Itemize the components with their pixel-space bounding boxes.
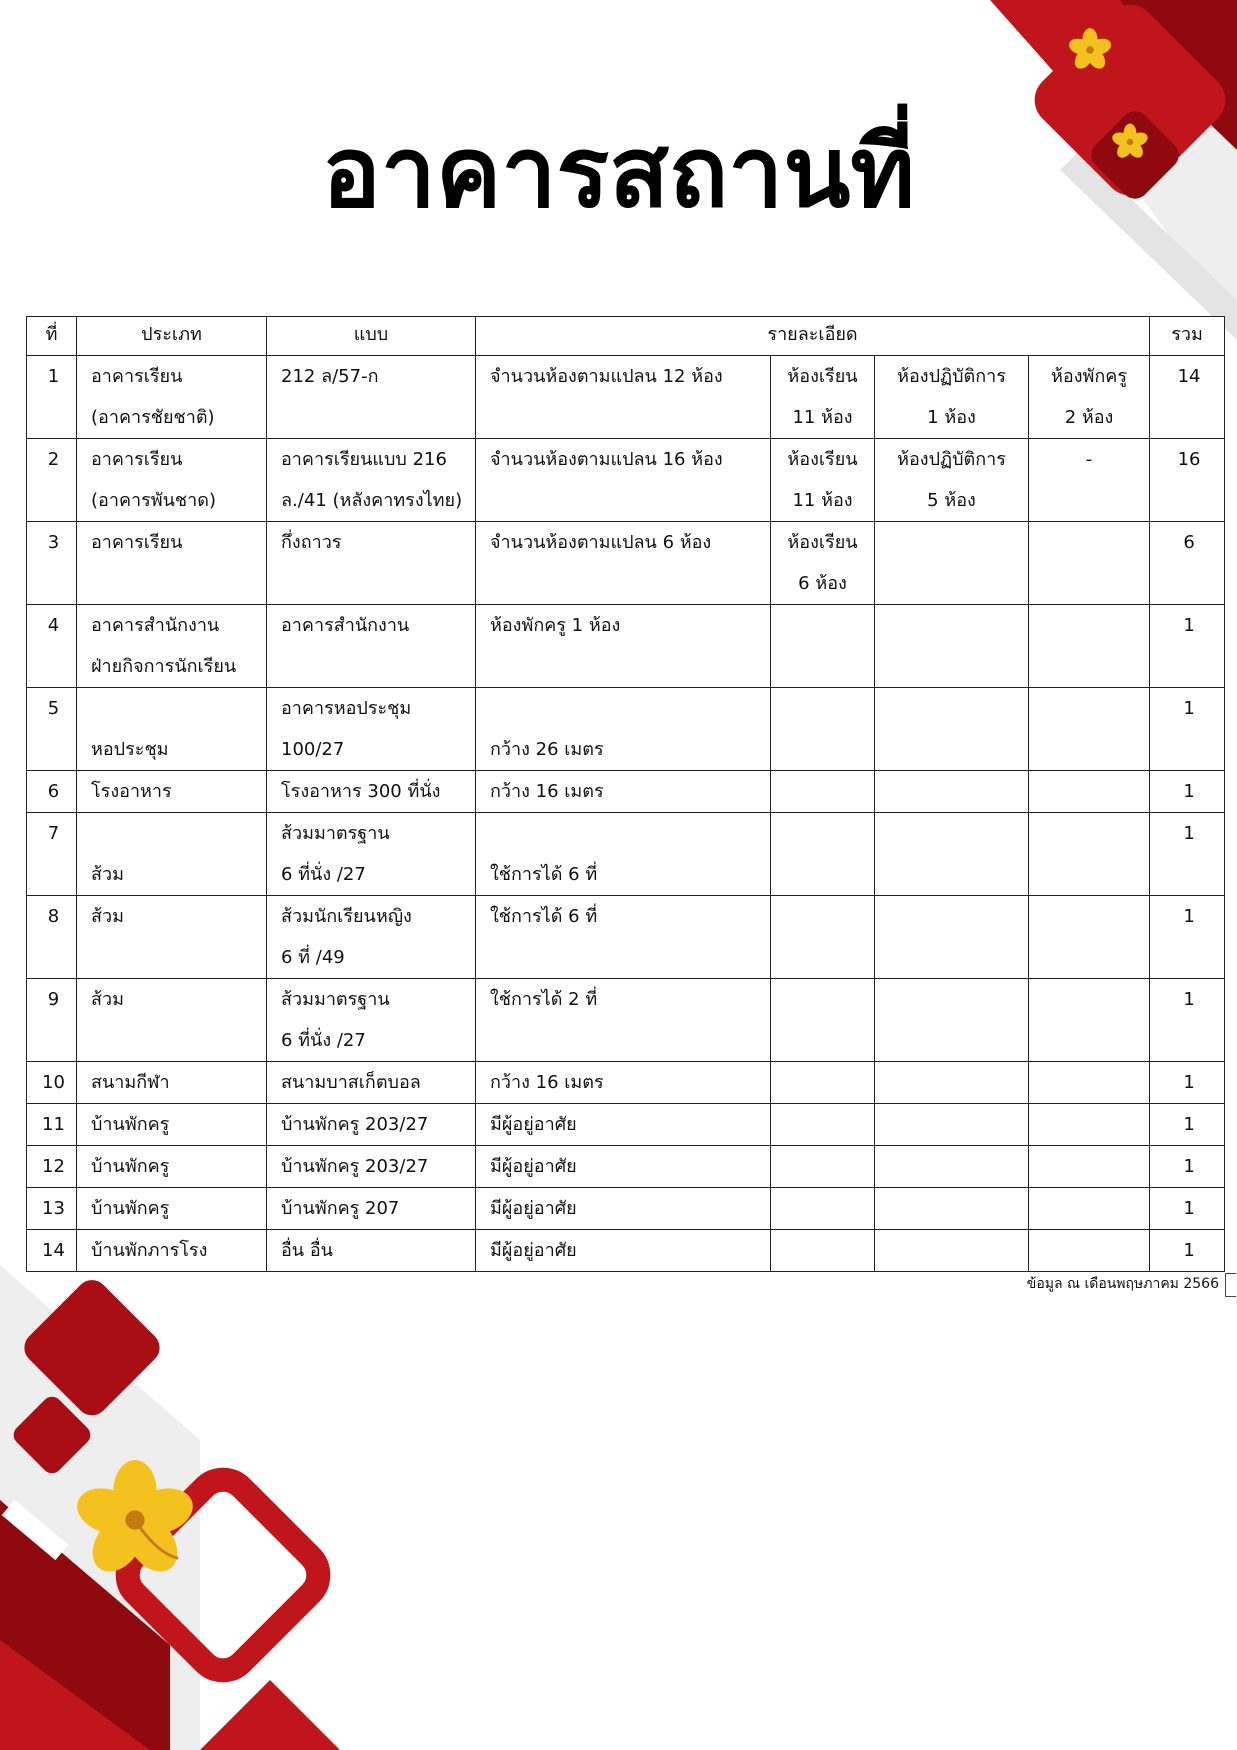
table-header-row: [27, 317, 1225, 356]
detail-cell-line: มีผู้อยู่อาศัย: [490, 1114, 577, 1135]
model-cell: [267, 896, 476, 979]
type-cell: [77, 605, 267, 688]
model-cell-line: ล./41 (หลังคาทรงไทย): [281, 490, 463, 511]
detail-cell-line: มีผู้อยู่อาศัย: [490, 1156, 577, 1177]
row-total: 1: [1150, 1104, 1225, 1146]
buildings-table: [26, 316, 1225, 1272]
type-cell: [77, 1188, 267, 1230]
table-row: [27, 356, 1225, 439]
model-cell: [267, 979, 476, 1062]
type-cell-line: ส้วม: [91, 864, 124, 885]
type-cell-line: อาคารเรียน: [91, 449, 183, 470]
row-number: 14: [27, 1230, 77, 1272]
detail-cell: [476, 1230, 771, 1272]
row-number: 9: [27, 979, 77, 1062]
model-cell-line: อาคารหอประชุม: [281, 698, 412, 719]
row-number: 12: [27, 1146, 77, 1188]
model-cell: [267, 439, 476, 522]
detail-cell-line: จำนวนห้องตามแปลน 16 ห้อง: [490, 449, 723, 470]
model-cell-line: 212 ล/57-ก: [281, 366, 379, 387]
detail-cell-line: ใช้การได้ 2 ที่: [490, 989, 598, 1010]
type-cell-line: หอประชุม: [91, 739, 169, 760]
lab-cell-line: ห้องปฏิบัติการ: [897, 449, 1006, 470]
lab-cell-line: 5 ห้อง: [927, 490, 976, 511]
detail-cell: [476, 771, 771, 813]
classroom-cell-line: 11 ห้อง: [792, 490, 853, 511]
lab-cell: [875, 1188, 1029, 1230]
model-cell: [267, 605, 476, 688]
row-number: 5: [27, 688, 77, 771]
staffroom-cell: [1029, 1104, 1150, 1146]
row-number: 3: [27, 522, 77, 605]
row-total: 1: [1150, 1146, 1225, 1188]
header-type: ประเภท: [77, 317, 267, 356]
type-cell-line: บ้านพักครู: [91, 1114, 170, 1135]
type-cell-line: ส้วม: [91, 989, 124, 1010]
table-row: [27, 896, 1225, 979]
type-cell-line: โรงอาหาร: [91, 781, 172, 802]
table-row: [27, 1230, 1225, 1272]
staffroom-cell: [1029, 979, 1150, 1062]
type-cell-line: บ้านพักครู: [91, 1156, 170, 1177]
lab-cell: [875, 1104, 1029, 1146]
type-cell: [77, 522, 267, 605]
type-cell-line: ส้วม: [91, 906, 124, 927]
type-cell: [77, 979, 267, 1062]
lab-cell: [875, 688, 1029, 771]
staffroom-cell: [1029, 356, 1150, 439]
table-row: [27, 439, 1225, 522]
model-cell-line: บ้านพักครู 203/27: [281, 1156, 429, 1177]
row-number: 11: [27, 1104, 77, 1146]
model-cell-line: อาคารสำนักงาน: [281, 615, 410, 636]
classroom-cell-line: ห้องเรียน: [787, 366, 858, 387]
type-cell-line: (อาคารชัยชาติ): [91, 407, 215, 428]
header-total: รวม: [1150, 317, 1225, 356]
model-cell-line: สนามบาสเก็ตบอล: [281, 1072, 421, 1093]
classroom-cell-line: 11 ห้อง: [792, 407, 853, 428]
model-cell-line: 6 ที่นั่ง /27: [281, 864, 366, 885]
classroom-cell: [771, 439, 875, 522]
row-total: 14: [1150, 356, 1225, 439]
table-row: [27, 1188, 1225, 1230]
model-cell: [267, 1188, 476, 1230]
staffroom-cell: [1029, 522, 1150, 605]
row-total: 1: [1150, 771, 1225, 813]
table-row: [27, 1104, 1225, 1146]
classroom-cell: [771, 896, 875, 979]
model-cell-line: กึ่งถาวร: [281, 532, 342, 553]
classroom-cell: [771, 1188, 875, 1230]
type-cell: [77, 896, 267, 979]
table-row: [27, 813, 1225, 896]
detail-cell: [476, 688, 771, 771]
staffroom-cell: [1029, 1062, 1150, 1104]
classroom-cell: [771, 813, 875, 896]
classroom-cell: [771, 1230, 875, 1272]
model-cell: [267, 1104, 476, 1146]
row-number: 1: [27, 356, 77, 439]
lab-cell: [875, 813, 1029, 896]
staffroom-cell: [1029, 1230, 1150, 1272]
model-cell-line: บ้านพักครู 203/27: [281, 1114, 429, 1135]
page-edge-box: [1225, 1273, 1236, 1297]
table-row: [27, 1062, 1225, 1104]
staffroom-cell: [1029, 1146, 1150, 1188]
detail-cell: [476, 605, 771, 688]
detail-cell-line: ห้องพักครู 1 ห้อง: [490, 615, 621, 636]
model-cell-line: ส้วมนักเรียนหญิง: [281, 906, 412, 927]
table-row: [27, 1146, 1225, 1188]
classroom-cell: [771, 771, 875, 813]
model-cell-line: 6 ที่ /49: [281, 947, 345, 968]
row-total: 1: [1150, 1062, 1225, 1104]
staffroom-cell: [1029, 771, 1150, 813]
row-total: 6: [1150, 522, 1225, 605]
row-total: 1: [1150, 605, 1225, 688]
row-number: 4: [27, 605, 77, 688]
type-cell-line: อาคารเรียน: [91, 532, 183, 553]
detail-cell-line: กว้าง 16 เมตร: [490, 781, 604, 802]
type-cell: [77, 1104, 267, 1146]
row-total: 1: [1150, 1230, 1225, 1272]
detail-cell: [476, 979, 771, 1062]
detail-cell: [476, 522, 771, 605]
type-cell-line: อาคารเรียน: [91, 366, 183, 387]
type-cell-line: ฝ่ายกิจการนักเรียน: [91, 656, 237, 677]
lab-cell: [875, 1146, 1029, 1188]
type-cell-line: อาคารสำนักงาน: [91, 615, 220, 636]
model-cell: [267, 1230, 476, 1272]
model-cell-line: อื่น อื่น: [281, 1240, 333, 1261]
lab-cell: [875, 896, 1029, 979]
detail-cell: [476, 439, 771, 522]
row-total: 1: [1150, 688, 1225, 771]
detail-cell-line: จำนวนห้องตามแปลน 12 ห้อง: [490, 366, 723, 387]
staffroom-cell: [1029, 605, 1150, 688]
classroom-cell: [771, 605, 875, 688]
model-cell-line: 100/27: [281, 739, 345, 760]
classroom-cell-line: ห้องเรียน: [787, 449, 858, 470]
type-cell: [77, 1230, 267, 1272]
header-detail: รายละเอียด: [476, 317, 1150, 356]
model-cell: [267, 1146, 476, 1188]
detail-cell-line: มีผู้อยู่อาศัย: [490, 1240, 577, 1261]
table-row: [27, 605, 1225, 688]
classroom-cell: [771, 688, 875, 771]
model-cell: [267, 1062, 476, 1104]
table-row: [27, 522, 1225, 605]
lab-cell: [875, 356, 1029, 439]
lab-cell: [875, 439, 1029, 522]
row-total: 16: [1150, 439, 1225, 522]
model-cell-line: อาคารเรียนแบบ 216: [281, 449, 447, 470]
type-cell: [77, 813, 267, 896]
type-cell: [77, 771, 267, 813]
lab-cell: [875, 522, 1029, 605]
row-number: 13: [27, 1188, 77, 1230]
table-row: [27, 688, 1225, 771]
type-cell-line: สนามกีฬา: [91, 1072, 170, 1093]
classroom-cell: [771, 356, 875, 439]
type-cell: [77, 439, 267, 522]
type-cell-line: บ้านพักครู: [91, 1198, 170, 1219]
row-number: 7: [27, 813, 77, 896]
model-cell: [267, 356, 476, 439]
model-cell: [267, 813, 476, 896]
table-row: [27, 771, 1225, 813]
detail-cell-line: มีผู้อยู่อาศัย: [490, 1198, 577, 1219]
model-cell-line: ส้วมมาตรฐาน: [281, 823, 390, 844]
model-cell: [267, 771, 476, 813]
staffroom-cell-line: ห้องพักครู: [1051, 366, 1127, 387]
staffroom-cell: [1029, 688, 1150, 771]
detail-cell-line: จำนวนห้องตามแปลน 6 ห้อง: [490, 532, 712, 553]
detail-cell: [476, 1062, 771, 1104]
detail-cell: [476, 1146, 771, 1188]
row-total: 1: [1150, 979, 1225, 1062]
lab-cell: [875, 1062, 1029, 1104]
detail-cell-line: กว้าง 16 เมตร: [490, 1072, 604, 1093]
lab-cell: [875, 979, 1029, 1062]
classroom-cell-line: 6 ห้อง: [798, 573, 847, 594]
type-cell-line: บ้านพักภารโรง: [91, 1240, 208, 1261]
detail-cell: [476, 813, 771, 896]
row-total: 1: [1150, 896, 1225, 979]
row-number: 8: [27, 896, 77, 979]
model-cell: [267, 522, 476, 605]
staffroom-cell: [1029, 1188, 1150, 1230]
model-cell-line: 6 ที่นั่ง /27: [281, 1030, 366, 1051]
type-cell: [77, 1062, 267, 1104]
classroom-cell: [771, 979, 875, 1062]
detail-cell-line: ใช้การได้ 6 ที่: [490, 906, 598, 927]
detail-cell: [476, 1104, 771, 1146]
classroom-cell: [771, 1104, 875, 1146]
header-no: ที่: [27, 317, 77, 356]
type-cell: [77, 1146, 267, 1188]
lab-cell-line: ห้องปฏิบัติการ: [897, 366, 1006, 387]
page-title: อาคารสถานที่: [322, 116, 915, 230]
staffroom-cell: [1029, 896, 1150, 979]
row-total: 1: [1150, 1188, 1225, 1230]
row-number: 10: [27, 1062, 77, 1104]
lab-cell-line: 1 ห้อง: [927, 407, 976, 428]
classroom-cell: [771, 1062, 875, 1104]
staffroom-cell-line: -: [1085, 449, 1093, 470]
row-number: 2: [27, 439, 77, 522]
type-cell: [77, 688, 267, 771]
detail-cell-line: ใช้การได้ 6 ที่: [490, 864, 598, 885]
classroom-cell-line: ห้องเรียน: [787, 532, 858, 553]
classroom-cell: [771, 522, 875, 605]
lab-cell: [875, 771, 1029, 813]
detail-cell: [476, 356, 771, 439]
row-number: 6: [27, 771, 77, 813]
classroom-cell: [771, 1146, 875, 1188]
staffroom-cell: [1029, 813, 1150, 896]
detail-cell: [476, 896, 771, 979]
header-model: แบบ: [267, 317, 476, 356]
lab-cell: [875, 1230, 1029, 1272]
detail-cell: [476, 1188, 771, 1230]
row-total: 1: [1150, 813, 1225, 896]
lab-cell: [875, 605, 1029, 688]
model-cell-line: บ้านพักครู 207: [281, 1198, 400, 1219]
table-row: [27, 979, 1225, 1062]
staffroom-cell: [1029, 439, 1150, 522]
model-cell: [267, 688, 476, 771]
model-cell-line: ส้วมมาตรฐาน: [281, 989, 390, 1010]
detail-cell-line: กว้าง 26 เมตร: [490, 739, 604, 760]
model-cell-line: โรงอาหาร 300 ที่นั่ง: [281, 781, 441, 802]
type-cell: [77, 356, 267, 439]
data-date-note: ข้อมูล ณ เดือนพฤษภาคม 2566: [1026, 1276, 1219, 1292]
type-cell-line: (อาคารพันชาด): [91, 490, 216, 511]
staffroom-cell-line: 2 ห้อง: [1064, 407, 1114, 428]
